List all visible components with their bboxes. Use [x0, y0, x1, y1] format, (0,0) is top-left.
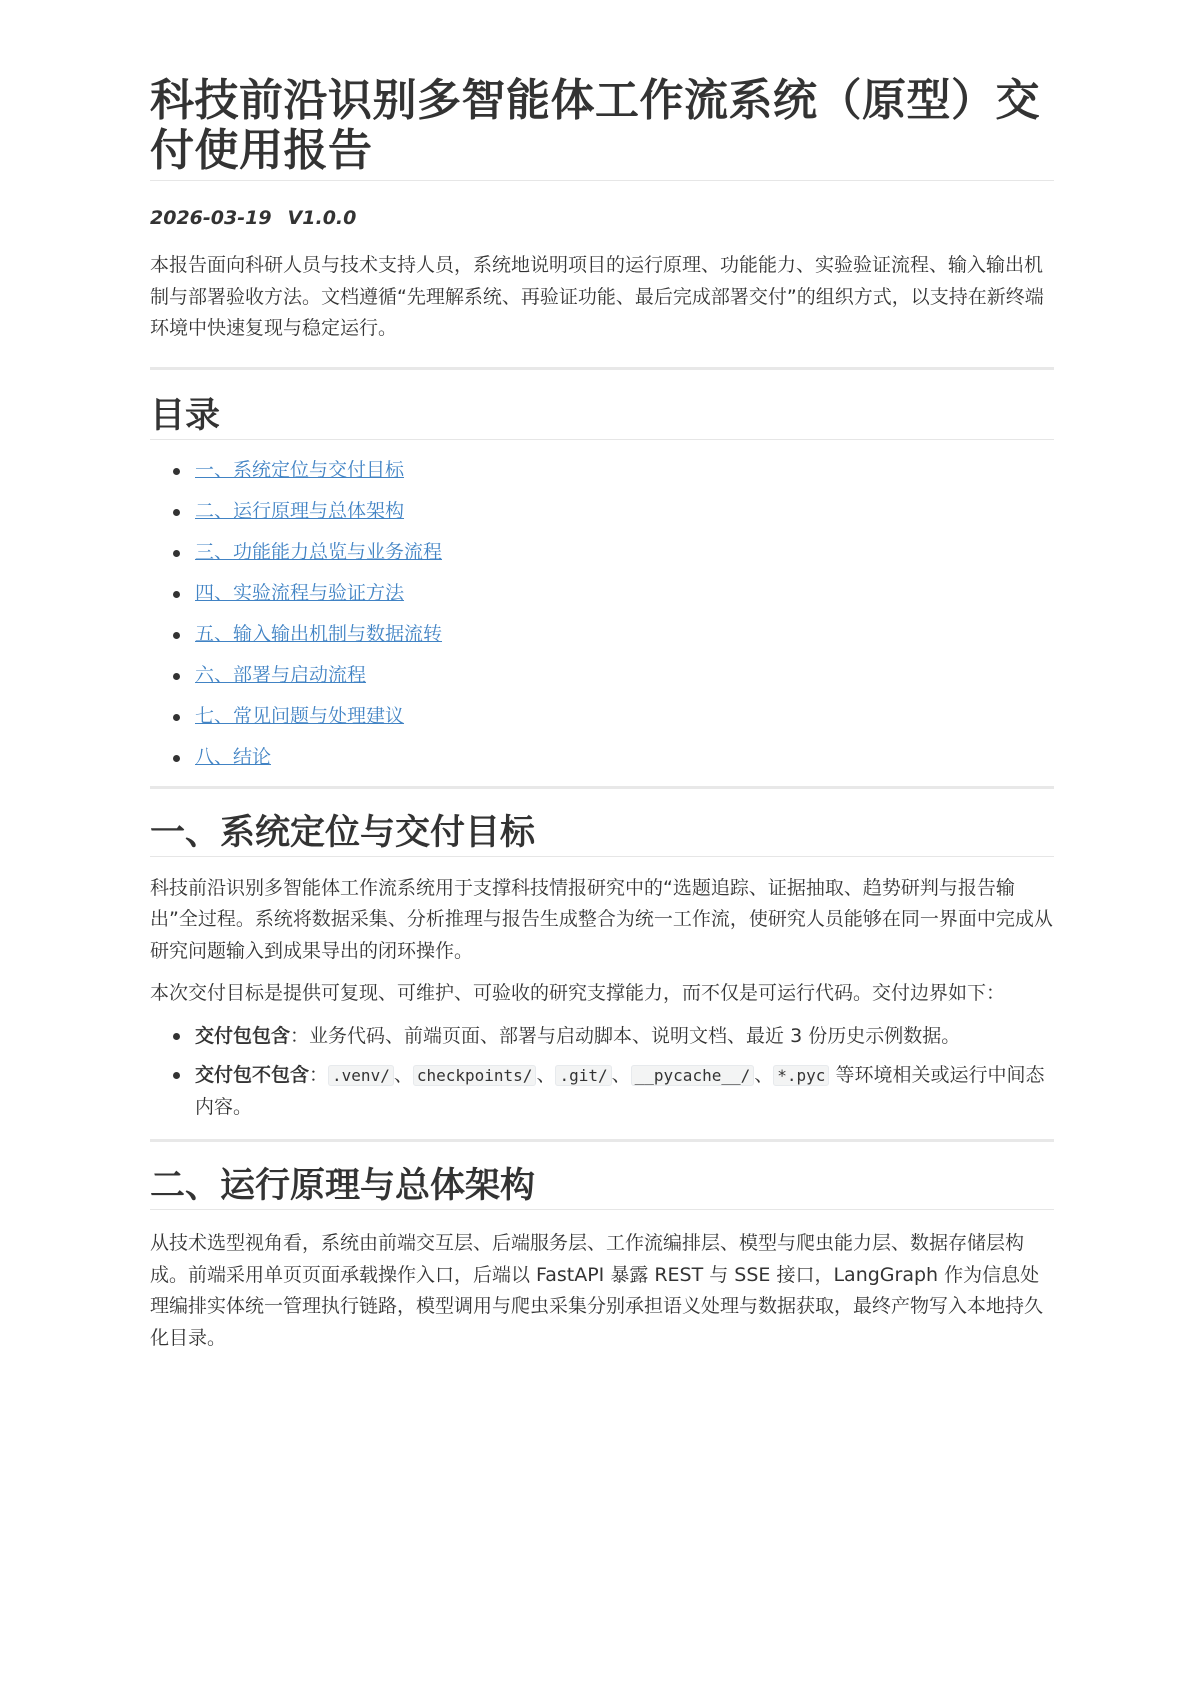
document-date: 2026-03-19 — [150, 207, 272, 229]
delivery-scope-list — [150, 1021, 1054, 1124]
bullet-separator: ： — [290, 1024, 310, 1047]
section-1-paragraph-2: 本次交付目标是提供可复现、可维护、可验收的研究支撑能力，而不仅是可运行代码。交付边界如下： — [150, 982, 1006, 1004]
bullet-text: 等环境相关或运行中间态内容。 — [195, 1064, 1045, 1118]
document-meta — [150, 205, 1054, 231]
toc-item — [195, 458, 1054, 483]
inline-code: *.pyc — [773, 1065, 829, 1086]
document-version: V1.0.0 — [287, 207, 357, 229]
bullet-separator: ： — [309, 1064, 329, 1086]
section-2-heading: 二、运行原理与总体架构 — [150, 1164, 1054, 1210]
toc-item — [195, 704, 1054, 729]
section-divider — [150, 367, 1054, 370]
list-item — [195, 1060, 1054, 1123]
bullet-text: 业务代码、前端页面、部署与启动脚本、说明文档、最近 3 份历史示例数据。 — [309, 1024, 961, 1047]
inline-code: checkpoints/ — [413, 1065, 537, 1086]
section-1-paragraph-1: 科技前沿识别多智能体工作流系统用于支撑科技情报研究中的“选题追踪、证据抽取、趋势研判与报告输出”全过程。系统将数据采集、分析推理与报告生成整合为统一工作流，使研究人员能够在同一界面中完成从研究问题输入到成果导出的闭环操作。 — [150, 876, 1053, 962]
section-2-paragraph-1: 从技术选型视角看，系统由前端交互层、后端服务层、工作流编排层、模型与爬虫能力层、数据存储层构成。前端采用单页页面承载操作入口，后端以 FastAPI 暴露 REST 与 SSE 接口，LangGraph 作为信息处理编排实体统一管理执行链路，模型调用与爬虫采集分别承担语义处理与数据获取，最终产物写入本地持久化目录。 — [150, 1232, 1044, 1349]
inline-code: .venv/ — [328, 1065, 394, 1086]
document-title: 科技前沿识别多智能体工作流系统（原型）交付使用报告 — [150, 76, 1054, 181]
section-1-heading: 一、系统定位与交付目标 — [150, 811, 1054, 857]
toc-item — [195, 622, 1054, 647]
inline-code: .git/ — [555, 1065, 611, 1086]
code-separator: 、 — [393, 1064, 413, 1086]
bullet-label: 交付包包含 — [195, 1024, 291, 1047]
bullet-label: 交付包不包含 — [195, 1064, 310, 1086]
toc-item — [195, 499, 1054, 524]
document-page — [150, 76, 1054, 1354]
toc-link-8[interactable]: 八、结论 — [195, 745, 272, 768]
toc-list — [150, 458, 1054, 770]
toc-link-2[interactable]: 二、运行原理与总体架构 — [195, 499, 405, 522]
inline-code: __pycache__/ — [631, 1065, 755, 1086]
toc-item — [195, 581, 1054, 606]
section-divider — [150, 786, 1054, 789]
toc-item — [195, 745, 1054, 770]
code-separator: 、 — [536, 1064, 556, 1086]
toc-link-6[interactable]: 六、部署与启动流程 — [195, 663, 367, 686]
toc-link-3[interactable]: 三、功能能力总览与业务流程 — [195, 540, 443, 563]
toc-link-1[interactable]: 一、系统定位与交付目标 — [195, 458, 405, 481]
toc-item — [195, 663, 1054, 688]
toc-heading: 目录 — [150, 394, 1054, 440]
section-divider — [150, 1139, 1054, 1142]
toc-link-7[interactable]: 七、常见问题与处理建议 — [195, 704, 405, 727]
intro-paragraph: 本报告面向科研人员与技术支持人员，系统地说明项目的运行原理、功能能力、实验验证流程、输入输出机制与部署验收方法。文档遵循“先理解系统、再验证功能、最后完成部署交付”的组织方式，以支持在新终端环境中快速复现与稳定运行。 — [150, 254, 1044, 339]
toc-link-4[interactable]: 四、实验流程与验证方法 — [195, 581, 405, 604]
list-item — [195, 1021, 1054, 1053]
code-separator: 、 — [611, 1064, 631, 1086]
toc-link-5[interactable]: 五、输入输出机制与数据流转 — [195, 622, 443, 645]
code-separator: 、 — [754, 1064, 774, 1086]
toc-item — [195, 540, 1054, 565]
